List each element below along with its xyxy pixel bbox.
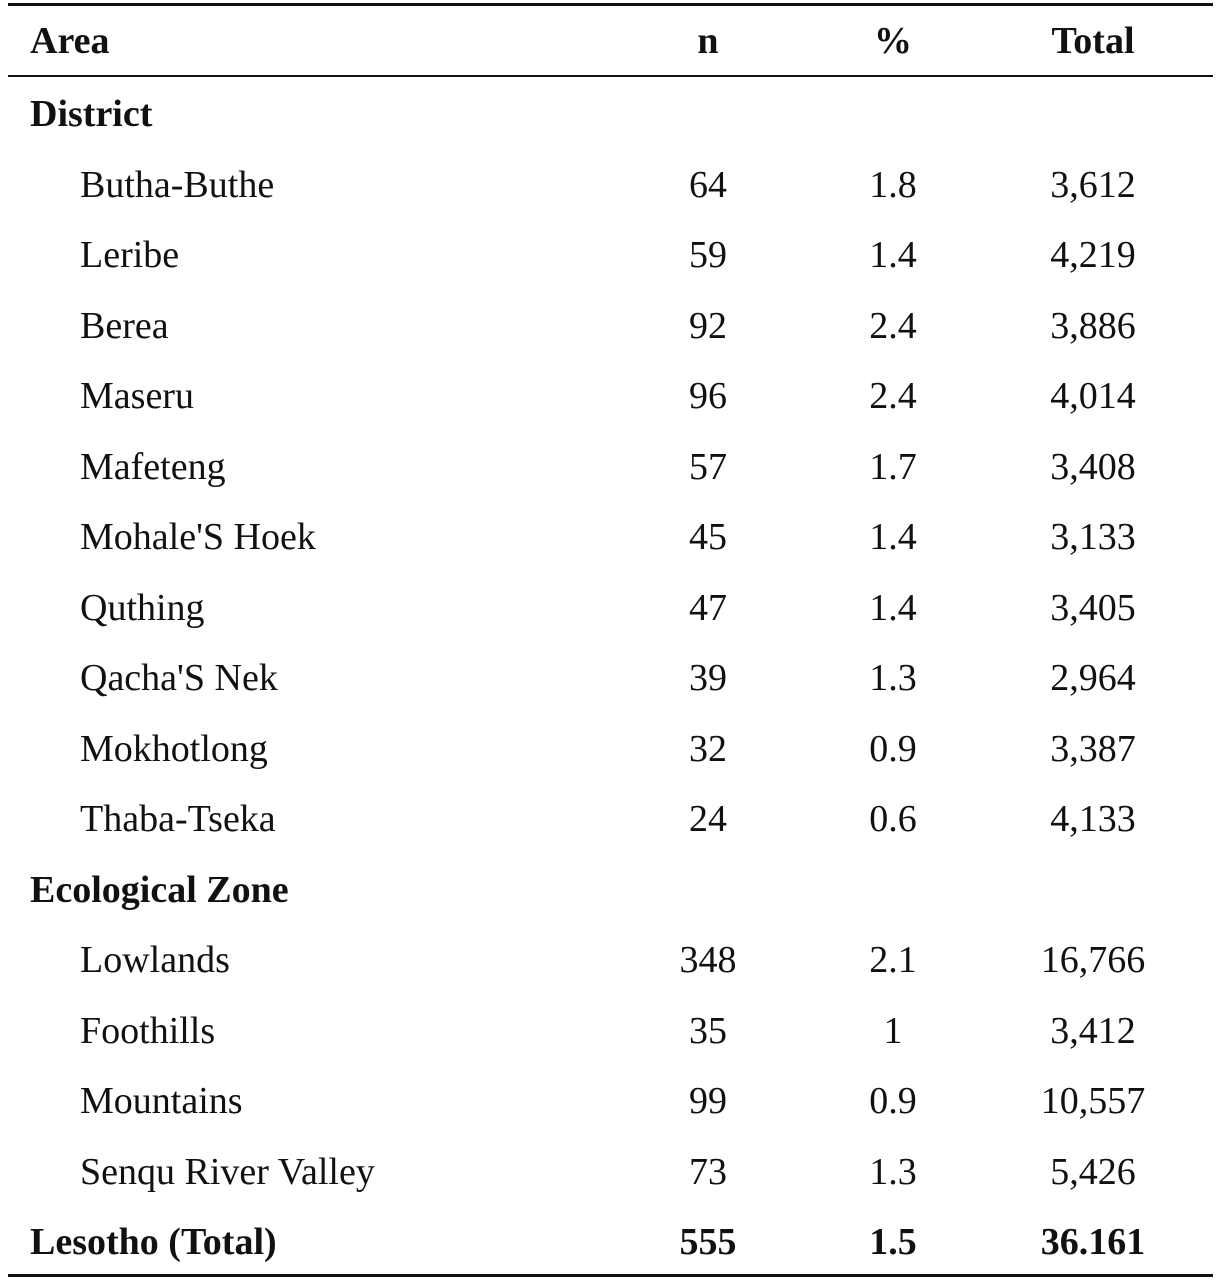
row-total: 3,405 [1050,586,1136,629]
table-row [8,361,1213,431]
table-row [8,1066,1213,1136]
row-percent: 1.4 [869,516,917,558]
table-row [8,784,1213,854]
header-n: n [697,20,719,62]
table-row [8,1137,1213,1207]
row-percent: 1.8 [869,163,917,206]
table-row [8,291,1213,361]
total-row [8,1207,1213,1277]
header-percent: % [874,20,912,62]
row-percent: 0.9 [869,1080,917,1122]
row-area: Mafeteng [80,445,226,488]
row-total: 4,133 [1050,798,1136,840]
row-area: Leribe [80,234,180,276]
row-total: 3,387 [1050,727,1136,770]
row-percent: 2.4 [869,375,917,417]
row-percent: 1.4 [869,586,917,629]
row-total: 3,408 [1050,445,1136,488]
row-n: 92 [689,304,727,347]
row-percent: 0.6 [869,798,917,840]
row-total: 3,612 [1050,163,1136,206]
row-percent: 1.3 [869,1150,917,1193]
header-total: Total [1051,20,1135,62]
table-bottom-rule [8,1274,1213,1277]
table-row [8,925,1213,995]
table-header-row [8,6,1213,76]
header-area: Area [30,20,110,62]
row-n: 24 [689,798,727,840]
row-n: 45 [689,516,727,558]
row-n: 35 [689,1009,727,1052]
row-area: Maseru [80,375,194,417]
row-area: Mountains [80,1080,243,1122]
row-area: Mokhotlong [80,727,268,770]
row-percent: 1.7 [869,445,917,488]
row-area: Thaba-Tseka [80,798,276,840]
row-total: 3,412 [1050,1009,1136,1052]
table-row [8,643,1213,713]
row-total: 3,133 [1050,516,1136,558]
table-row [8,502,1213,572]
row-n: 47 [689,586,727,629]
total-n: 555 [679,1221,737,1263]
row-total: 3,886 [1050,304,1136,347]
table-row [8,573,1213,643]
section-header-row [8,855,1213,925]
section-title: District [30,93,153,135]
section-title: Ecological Zone [30,868,289,911]
row-total: 16,766 [1040,939,1146,981]
row-percent: 1.3 [869,657,917,699]
row-n: 59 [689,234,727,276]
row-area: Foothills [80,1009,216,1052]
row-n: 99 [689,1080,727,1122]
section-header-row [8,79,1213,149]
row-area: Berea [80,304,169,347]
row-n: 32 [689,727,727,770]
row-area: Quthing [80,586,205,629]
total-percent: 1.5 [869,1221,917,1263]
row-total: 4,219 [1050,234,1136,276]
row-area: Butha-Buthe [80,163,275,206]
table-row [8,432,1213,502]
row-n: 39 [689,657,727,699]
row-percent: 2.1 [869,939,917,981]
total-total: 36.161 [1040,1221,1146,1263]
row-area: Qacha'S Nek [80,657,278,699]
row-percent: 1.4 [869,234,917,276]
row-n: 73 [689,1150,727,1193]
row-n: 96 [689,375,727,417]
row-n: 64 [689,163,727,206]
row-n: 348 [679,939,737,981]
table-row [8,150,1213,220]
total-area: Lesotho (Total) [30,1221,277,1263]
table-header-rule [8,75,1213,77]
row-percent: 0.9 [869,727,917,770]
row-area: Mohale'S Hoek [80,516,316,558]
row-percent: 2.4 [869,304,917,347]
row-area: Senqu River Valley [80,1150,375,1193]
row-total: 2,964 [1050,657,1136,699]
row-total: 4,014 [1050,375,1136,417]
table-row [8,714,1213,784]
row-n: 57 [689,445,727,488]
row-percent: 1 [883,1009,903,1052]
row-area: Lowlands [80,939,230,981]
table-row [8,220,1213,290]
table-row [8,996,1213,1066]
row-total: 5,426 [1050,1150,1136,1193]
row-total: 10,557 [1040,1080,1146,1122]
